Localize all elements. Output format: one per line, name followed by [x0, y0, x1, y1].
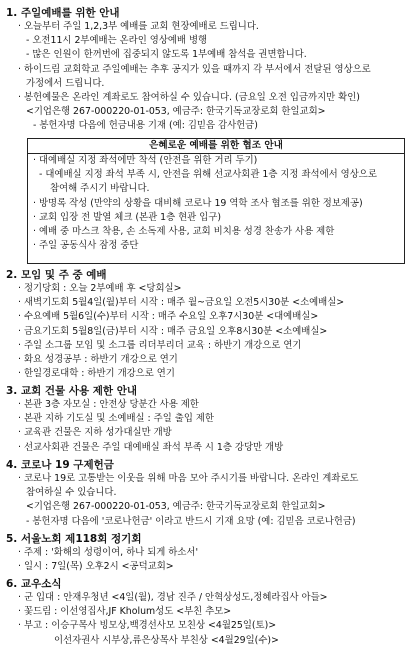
- notice-line: · 군 입대 : 안재우청년 <4일(월), 경남 진주 / 안혁상성도,정혜라집사 아들>: [18, 592, 328, 603]
- notice-line: · 새벽기도회 5월4일(월)부터 시작 : 매주 월~금요일 오전5시30분 <소예배실>: [18, 297, 345, 309]
- bank-account-line: <기업은행 267-000220-01-053, 예금주: 한국기독교장로회 한일교회>: [26, 106, 326, 118]
- box-title: 은혜로운 예배를 위한 협조 안내: [28, 139, 404, 154]
- box-line: · 주일 공동식사 잠정 중단: [33, 240, 139, 252]
- notice-line: · 오늘부터 주일 1,2,3부 예배를 교회 현장예배로 드립니다.: [18, 21, 259, 32]
- notice-line: · 교육관 건물은 지하 성가대실만 개방: [18, 427, 172, 439]
- section-title: 3. 교회 건물 사용 제한 안내: [6, 385, 138, 397]
- notice-line: · 선교사회관 건물은 주일 대예배실 좌석 부족 시 1층 강당만 개방: [18, 441, 284, 453]
- section-presbytery-meeting: [6, 532, 412, 574]
- box-line: · 방명록 작성 (만약의 상황을 대비해 코로나 19 역학 조사 협조를 위한 정보제공): [33, 197, 363, 209]
- notice-line: 참여하실 수 있습니다.: [26, 487, 117, 499]
- section-title: 2. 모임 및 주 중 예배: [6, 269, 107, 281]
- notice-line: · 한일경로대학 : 하반기 개강으로 연기: [18, 368, 175, 380]
- box-line: - 대예배실 지정 좌석 부족 시, 안전을 위해 선교사회관 1층 지정 좌석에서 영상으로: [39, 169, 377, 181]
- notice-line: · 본관 지하 기도실 및 소예배실 : 주일 출입 제한: [18, 413, 214, 425]
- box-line: · 예배 중 마스크 착용, 손 소독제 사용, 교회 비치용 성경 찬송가 사용 제한: [33, 226, 335, 238]
- notice-line: 이선자권사 시부상,류은상목사 부친상 <4월29일(수)>: [54, 634, 279, 646]
- notice-line: · 수요예배 5월6일(수)부터 시작 : 매주 수요일 오후7시30분 <대예배실>: [18, 311, 319, 323]
- notice-line: 가정에서 드립니다.: [26, 77, 105, 89]
- notice-line: - 봉헌자명 다음에 헌금내용 기재 (예: 김믿음 감사헌금): [33, 120, 258, 132]
- section-member-news: [6, 577, 412, 648]
- section-sunday-worship: [6, 6, 412, 134]
- section-title: 1. 주일예배를 위한 안내: [6, 7, 120, 19]
- cooperation-notice-box: [27, 138, 405, 264]
- notice-line: · 주제 : '화해의 성령이여, 하나 되게 하소서': [18, 547, 199, 558]
- notice-line: · 봉헌예물은 온라인 계좌로도 참여하실 수 있습니다. (금요일 오전 입금까지만 확인): [18, 92, 360, 104]
- notice-line: · 하이드림 교회학교 주일예배는 추후 공지가 있을 때까지 각 부서에서 전달된 영상으로: [18, 63, 371, 75]
- bank-account-line: <기업은행 267-000220-01-053, 예금주: 한국기독교장로회 한일교회>: [26, 501, 326, 513]
- notice-line: · 금요기도회 5월8일(금)부터 시작 : 매주 금요일 오후8시30분 <소예배실>: [18, 325, 328, 337]
- section-meetings: [6, 268, 412, 381]
- notice-line: · 코로나 19로 고통받는 이웃을 위해 마음 모아 주시기를 바랍니다. 온라인 계좌로도: [18, 473, 359, 484]
- box-line: 참여해 주시기 바랍니다.: [50, 183, 150, 195]
- notice-line: · 화요 성경공부 : 하반기 개강으로 연기: [18, 354, 178, 366]
- notice-line: · 부고 : 이승구목사 빙모상,백경선사모 모친상 <4월25일(토)>: [18, 620, 277, 632]
- notice-line: · 주일 소그룹 모임 및 소그룹 리더부리더 교육 : 하반기 개강으로 연기: [18, 339, 302, 351]
- section-covid-relief: [6, 458, 412, 529]
- section-title: 4. 코로나 19 구제헌금: [6, 459, 114, 471]
- notice-line: - 많은 인원이 한꺼번에 집중되지 않도록 1부예배 참석을 권면합니다.: [26, 49, 307, 61]
- notice-line: · 꽃드림 : 이선영집사,JF Kholum성도 <부친 추모>: [18, 606, 232, 618]
- section-building-restrictions: [6, 384, 412, 455]
- section-title: 6. 교우소식: [6, 578, 62, 590]
- notice-line: - 봉헌자명 다음에 '코로나헌금' 이라고 반드시 기재 요망 (예: 김믿음 코로나헌금): [26, 515, 356, 527]
- section-title: 5. 서울노회 제118회 정기회: [6, 533, 142, 545]
- box-line: · 대예배실 지정 좌석에만 착석 (안전을 위한 거리 두기): [33, 155, 258, 166]
- notice-line: · 정기당회 : 오늘 2부예배 후 <당회실>: [18, 283, 182, 294]
- notice-line: · 본관 3층 자모실 : 안전상 당분간 사용 제한: [18, 399, 199, 410]
- notice-line: · 일시 : 7일(목) 오후2시 <공덕교회>: [18, 561, 174, 573]
- box-line: · 교회 입장 전 발열 체크 (본관 1층 현관 입구): [33, 211, 221, 223]
- notice-line: - 오전11시 2부예배는 온라인 영상예배 병행: [26, 35, 208, 47]
